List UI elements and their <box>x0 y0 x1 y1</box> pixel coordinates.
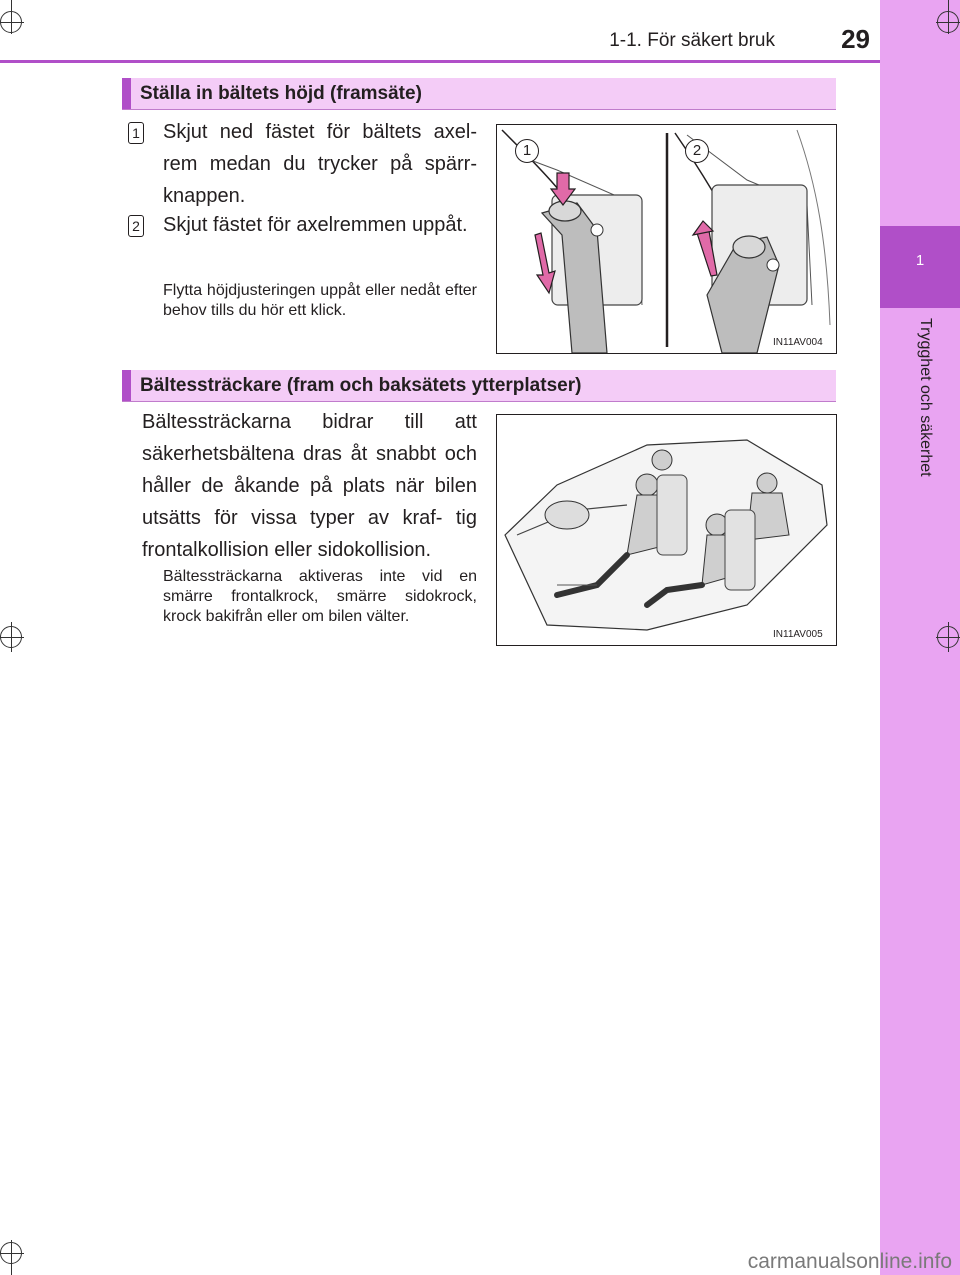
figure-panel-label-1: 1 <box>515 139 539 163</box>
header-rule <box>0 60 880 63</box>
body-note: Bältessträckarna aktiveras inte vid en smärre frontalkrock, smärre sidokrock, krock bakifrån eller om bilen välter. <box>163 568 477 625</box>
running-header: 1-1. För säkert bruk <box>609 30 775 51</box>
body-paragraph: Bältessträckarna bidrar till att säkerhetsbältena dras åt snabbt och håller de åkande på plats när bilen utsätts för vissa typer av kraf- tig frontalkollision eller sidokollision. <box>142 411 477 561</box>
section-heading-text: Ställa in bältets höjd (framsäte) <box>140 83 422 104</box>
figure-panel-label-2: 2 <box>685 139 709 163</box>
step-text-1: Skjut ned fästet för bältets axel- rem medan du trycker på spärr- knappen. <box>163 121 477 207</box>
figure-code: IN11AV004 <box>773 337 823 348</box>
step-text-2: Skjut fästet för axelremmen uppåt. <box>163 214 468 236</box>
pretensioner-figure <box>496 414 837 646</box>
step-badge-2: 2 <box>128 215 144 237</box>
step-note: Flytta höjdjusteringen uppåt eller nedåt efter behov tills du hör ett klick. <box>163 282 477 319</box>
figure-code: IN11AV005 <box>773 629 823 640</box>
section-heading-pretensioners <box>122 370 836 402</box>
car-interior-illustration <box>497 415 836 645</box>
belt-anchor-illustration <box>497 125 836 353</box>
section-heading-text: Bältessträckare (fram och baksätets ytterplatser) <box>140 375 582 396</box>
section-heading-belt-height <box>122 78 836 110</box>
belt-anchor-figure <box>496 124 837 354</box>
chapter-label: Trygghet och säkerhet <box>917 318 934 477</box>
page-number: 29 <box>841 24 870 54</box>
step-badge-1: 1 <box>128 122 144 144</box>
watermark: carmanualsonline.info <box>747 1250 952 1273</box>
chapter-tab-number: 1 <box>915 252 925 269</box>
